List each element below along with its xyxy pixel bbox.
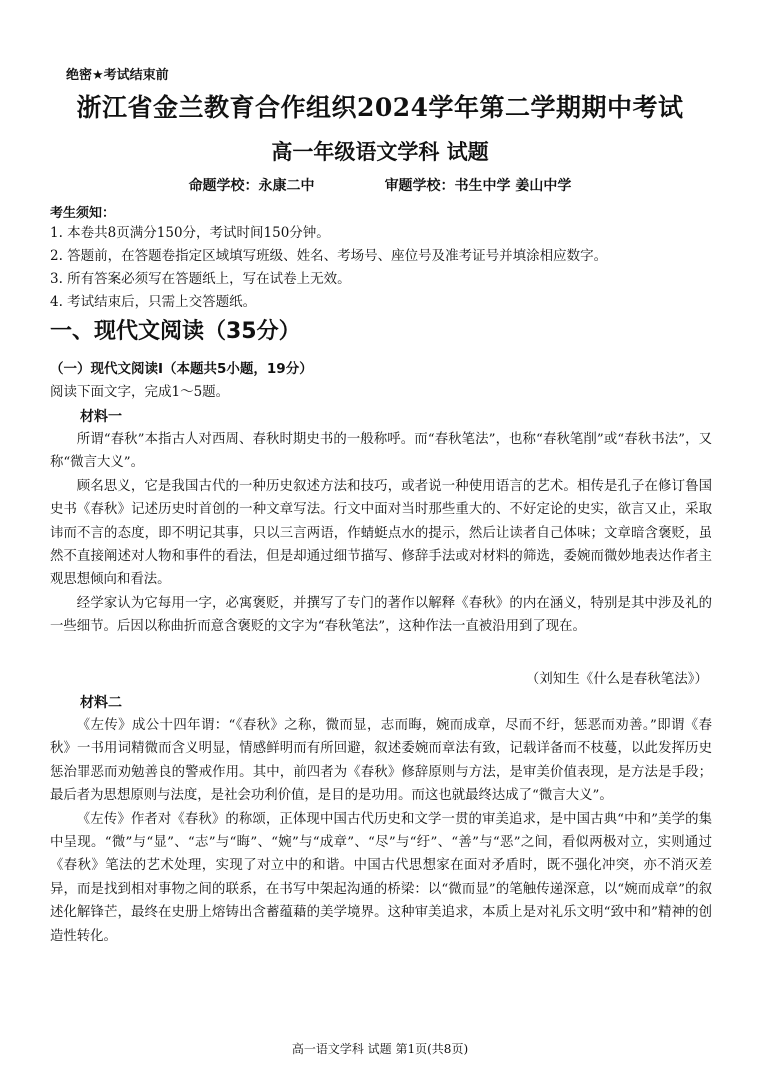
- material1-source: （刘知生《什么是春秋笔法》）: [525, 671, 708, 687]
- notice-item: 3. 所有答案必须写在答题纸上，写在试卷上无效。: [50, 271, 351, 287]
- page-footer: 高一语文学科 试题 第1页(共8页): [291, 1042, 469, 1056]
- notice-list: [50, 222, 607, 314]
- paragraph: 《左传》作者对《春秋》的称颂，正体现中国古代历史和文学一贯的审美追求，是中国古典“中和”美学的集中呈现。“微”与“显”、“志”与“晦”、“婉”与“成章”、“尽”与“纡”、“善”与“恶”之间，看似两极对立，实则通过《春秋》笔法的艺术处理，实现了对立中的和谐。中国古代思想家在面对矛盾时，既不强化冲突，亦不消灭差异，而是找到相对事物之间的联系，在书写中架起沟通的桥梁：以“微而显”的笔触传递深意，以“婉而成章”的叙述化解锋芒，最终在史册上熔铸出含蓄蕴藉的美学境界。这种审美追求，本质上是对礼乐文明“致中和”精神的创造性转化。: [50, 811, 712, 944]
- instruction-text: 阅读下面文字，完成1～5题。: [50, 384, 230, 400]
- exam-title: 浙江省金兰教育合作组织2024学年第二学期期中考试: [76, 93, 684, 122]
- setter-school: 命题学校：永康二中: [188, 178, 315, 194]
- paragraph: 顾名思义，它是我国古代的一种历史叙述方法和技巧，或者说一种使用语言的艺术。相传是孔子在修订鲁国史书《春秋》记述历史时首创的一种文章写法。行文中面对当时那些重大的、不好定论的史实，欲言又止，采取讳而不言的态度，即不明记其事，只以三言两语，作蜻蜓点水的提示，然后让读者自己体味；文章暗含褒贬，虽然不直接阐述对人物和事件的看法，但是却通过细节描写、修辞手法或对材料的筛选，委婉而微妙地表达作者主观思想倾向和看法。: [50, 478, 712, 588]
- material1-body: [50, 428, 712, 639]
- material2-body: [50, 714, 712, 948]
- exam-subtitle: 高一年级语文学科 试题: [271, 140, 489, 164]
- section-title: 一、现代文阅读（35分）: [50, 319, 301, 344]
- reviewer-school: 审题学校：书生中学 姜山中学: [384, 178, 572, 194]
- school-info: [0, 175, 760, 195]
- notice-item: 2. 答题前，在答题卷指定区域填写班级、姓名、考场号、座位号及准考证号并填涂相应数字。: [50, 248, 608, 264]
- material2-label: 材料二: [80, 695, 122, 711]
- notice-item: 4. 考试结束后，只需上交答题纸。: [50, 294, 257, 310]
- confidential-label: 绝密★考试结束前: [66, 68, 169, 83]
- paragraph: 经学家认为它每用一字，必寓褒贬，并撰写了专门的著作以解释《春秋》的内在涵义，特别是其中涉及礼的一些细节。后因以称曲折而意含褒贬的文字为“春秋笔法”，这种作法一直被沿用到了现在。: [50, 595, 712, 635]
- notice-item: 1. 本卷共8页满分150分，考试时间150分钟。: [50, 225, 330, 241]
- notice-heading: 考生须知：: [50, 206, 116, 221]
- paragraph: 所谓“春秋”本指古人对西周、春秋时期史书的一般称呼。而“春秋笔法”，也称“春秋笔削”或“春秋书法”，又称“微言大义”。: [50, 432, 712, 471]
- subsection-title: （一）现代文阅读Ⅰ（本题共5小题，19分）: [50, 361, 313, 377]
- material1-label: 材料一: [80, 409, 122, 425]
- paragraph: 《左传》成公十四年谓：“《春秋》之称，微而显，志而晦，婉而成章，尽而不纡，惩恶而劝善。”即谓《春秋》一书用词精微而含义明显，情感鲜明而有所回避，叙述委婉而章法有致，记载详备而不枝蔓，以此发挥历史惩治罪恶而劝勉善良的警戒作用。其中，前四者为《春秋》修辞原则与方法，是审美价值表现，是方法是手段；最后者为思想原则与法度，是社会功利价值，是目的是功用。而这也就最终达成了“微言大义”。: [50, 718, 712, 804]
